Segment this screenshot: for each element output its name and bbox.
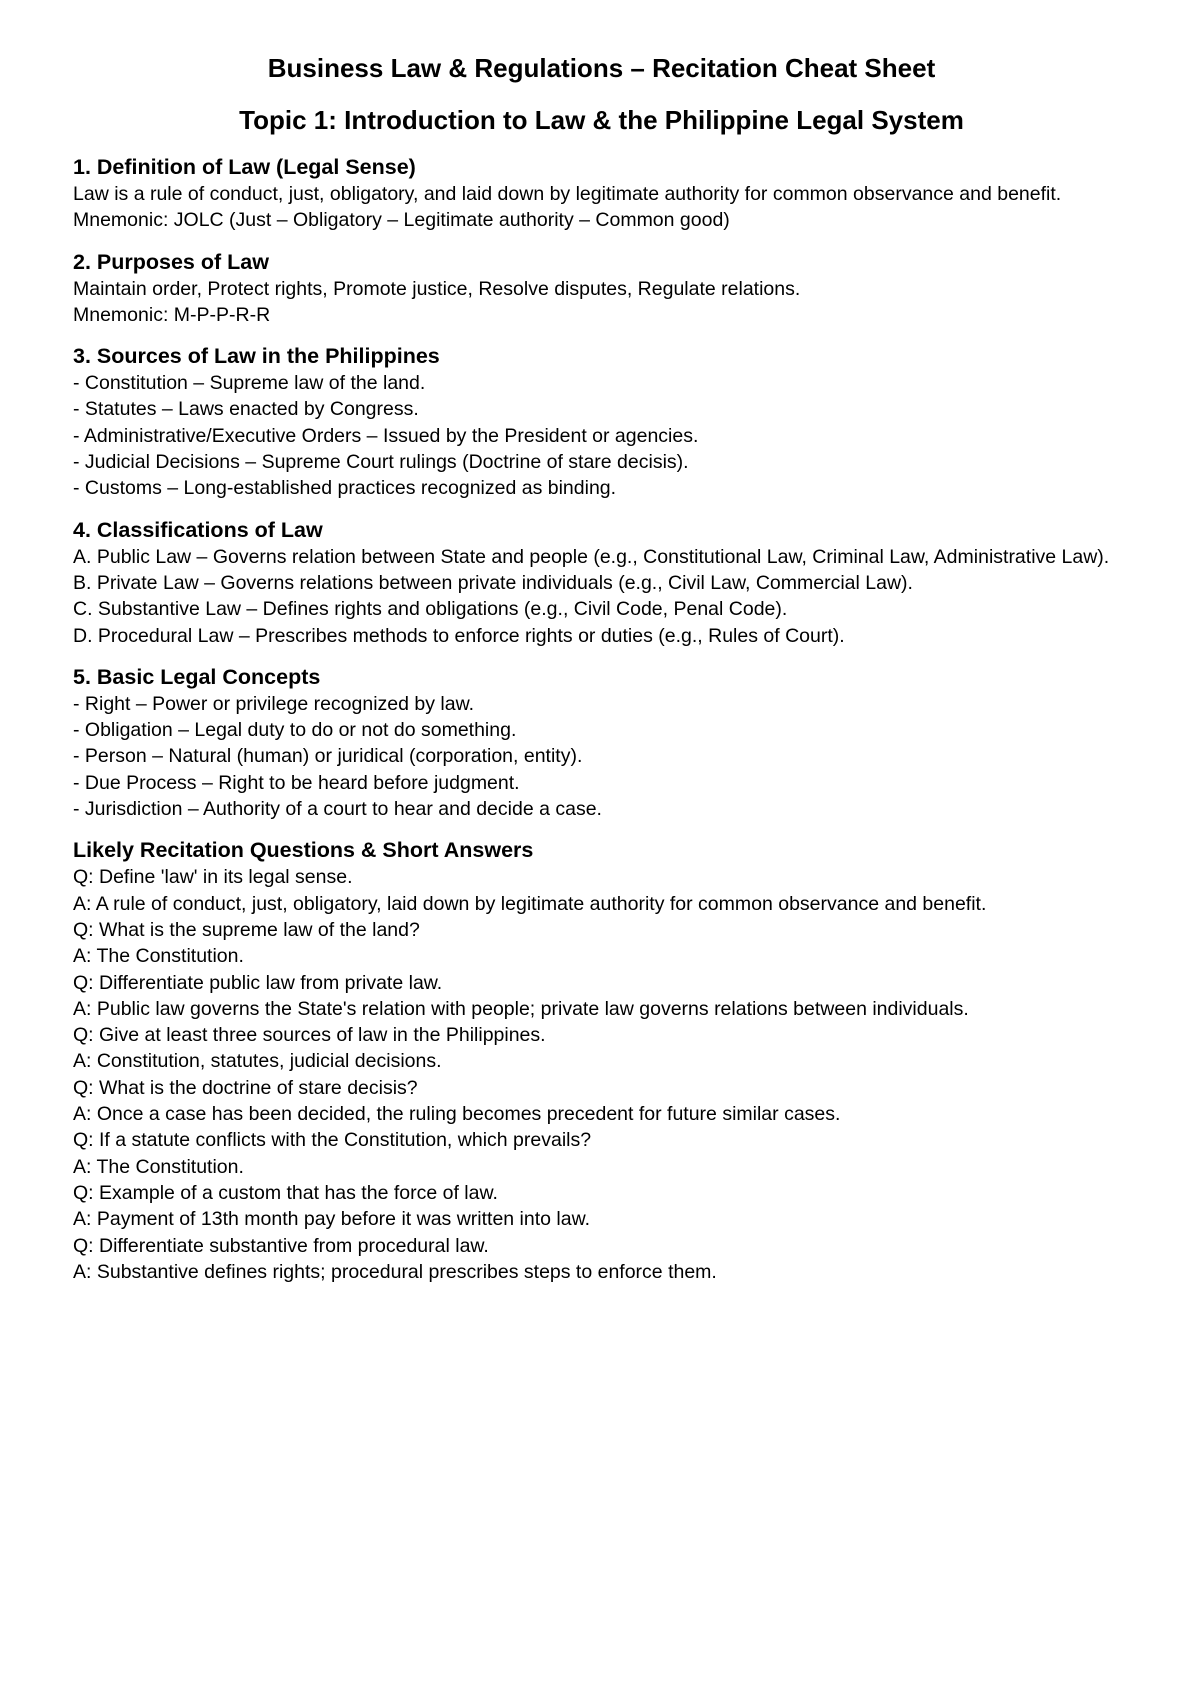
mnemonic-line: Mnemonic: JOLC (Just – Obligatory – Legitimate authority – Common good) [73,209,730,232]
question-line: Q: Example of a custom that has the force of law. [73,1181,498,1204]
answer-line: A: The Constitution. [73,1155,244,1178]
section-heading: 4. Classifications of Law [73,517,323,542]
section-heading: 3. Sources of Law in the Philippines [73,344,440,369]
question-line: Q: What is the supreme law of the land? [73,918,420,941]
list-item: - Statutes – Laws enacted by Congress. [73,398,419,421]
section-heading: 1. Definition of Law (Legal Sense) [73,155,416,179]
section-purposes-of-law [73,249,1130,329]
answer-line: A: Substantive defines rights; procedural prescribes steps to enforce them. [73,1260,717,1283]
list-item: D. Procedural Law – Prescribes methods to enforce rights or duties (e.g., Rules of Court). [73,624,845,647]
list-item: - Obligation – Legal duty to do or not do something. [73,719,517,742]
section-heading: Likely Recitation Questions & Short Answers [73,838,534,863]
document-subtitle: Topic 1: Introduction to Law & the Philippine Legal System [239,105,964,135]
list-item: - Person – Natural (human) or juridical (corporation, entity). [73,745,583,768]
answer-line: A: A rule of conduct, just, obligatory, laid down by legitimate authority for common observance and benefit. [73,892,987,915]
list-item: - Administrative/Executive Orders – Issued by the President or agencies. [73,424,699,447]
list-item: B. Private Law – Governs relations between private individuals (e.g., Civil Law, Commercial Law). [73,571,913,594]
question-line: Q: If a statute conflicts with the Constitution, which prevails? [73,1129,592,1152]
section-basic-legal-concepts [73,664,1130,822]
document-title: Business Law & Regulations – Recitation Cheat Sheet [267,53,936,83]
section-classifications-of-law [73,517,1130,649]
question-line: Q: Give at least three sources of law in the Philippines. [73,1024,546,1047]
answer-line: A: Public law governs the State's relation with people; private law governs relations between individuals. [73,997,969,1020]
section-recitation-questions [73,837,1130,1285]
list-item: C. Substantive Law – Defines rights and obligations (e.g., Civil Code, Penal Code). [73,598,788,621]
section-heading: 5. Basic Legal Concepts [73,664,321,689]
list-item: - Constitution – Supreme law of the land. [73,372,426,395]
list-item: - Jurisdiction – Authority of a court to hear and decide a case. [73,798,602,821]
body-line: Maintain order, Protect rights, Promote justice, Resolve disputes, Regulate relations. [73,277,801,300]
body-line: Law is a rule of conduct, just, obligatory, and laid down by legitimate authority for common observance and benefit. [73,183,1062,205]
list-item: - Judicial Decisions – Supreme Court rulings (Doctrine of stare decisis). [73,451,689,474]
answer-line: A: Once a case has been decided, the ruling becomes precedent for future similar cases. [73,1103,841,1126]
list-item: - Customs – Long-established practices recognized as binding. [73,477,617,500]
section-heading: 2. Purposes of Law [73,249,269,274]
question-line: Q: What is the doctrine of stare decisis? [73,1076,418,1099]
section-definition-of-law [73,154,1130,234]
answer-line: A: Constitution, statutes, judicial decisions. [73,1050,442,1073]
answer-line: A: Payment of 13th month pay before it was written into law. [73,1208,591,1231]
question-line: Q: Differentiate public law from private law. [73,971,443,994]
list-item: - Due Process – Right to be heard before judgment. [73,771,520,794]
section-sources-of-law [73,343,1130,501]
question-line: Q: Define 'law' in its legal sense. [73,866,353,889]
question-line: Q: Differentiate substantive from procedural law. [73,1234,489,1257]
list-item: A. Public Law – Governs relation between State and people (e.g., Constitutional Law, Criminal Law, Administrative Law). [73,545,1110,568]
answer-line: A: The Constitution. [73,945,244,968]
list-item: - Right – Power or privilege recognized by law. [73,692,475,715]
mnemonic-line: Mnemonic: M-P-P-R-R [73,303,271,326]
